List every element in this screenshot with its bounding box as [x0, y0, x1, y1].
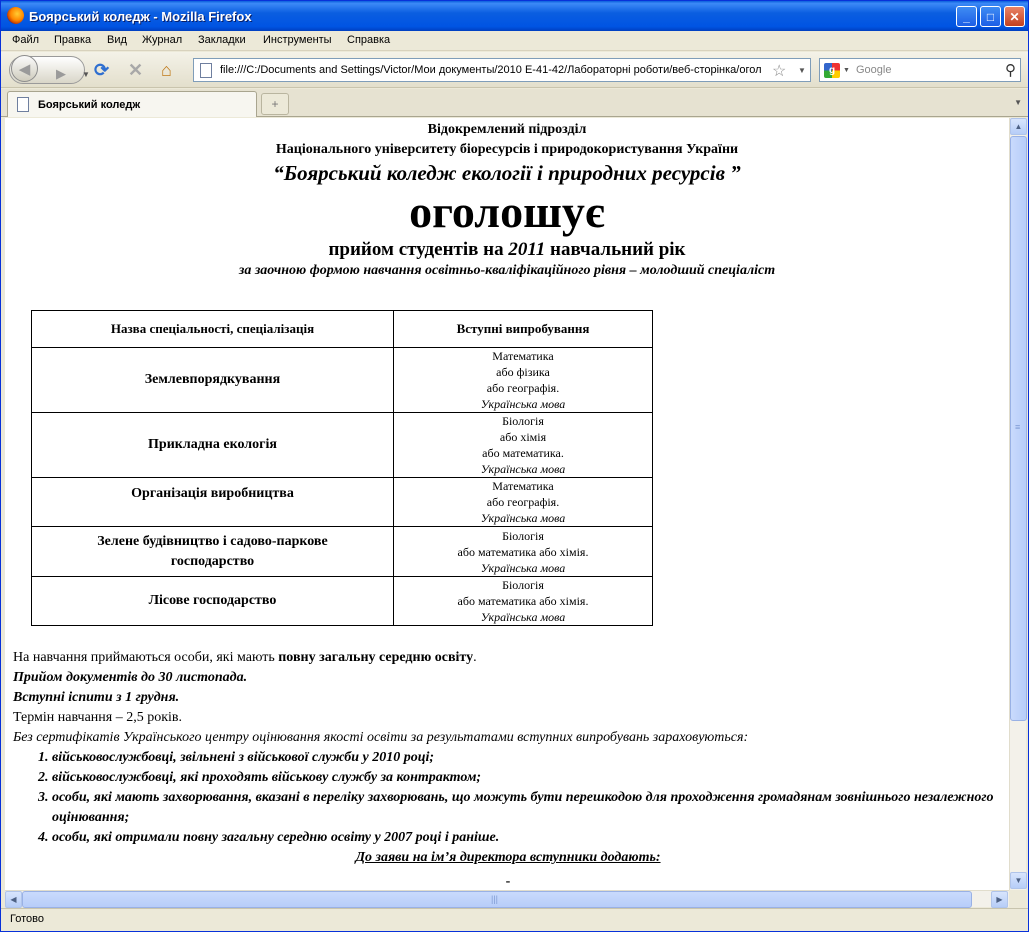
page-icon	[17, 97, 29, 112]
bookmark-star-icon[interactable]: ☆	[772, 63, 787, 80]
reload-icon[interactable]: ⟳	[94, 60, 110, 80]
menu-bar	[1, 31, 1028, 51]
tab-list-icon[interactable]: ▼	[1014, 98, 1022, 107]
exam-language: Українська мова	[480, 560, 566, 575]
firefox-icon	[7, 7, 24, 24]
scroll-left-icon[interactable]: ◀	[5, 891, 22, 908]
text-span: На навчання приймаються особи, які мають	[13, 650, 279, 665]
url-bar[interactable]	[193, 58, 811, 82]
exam-item: або географія.	[486, 495, 560, 509]
exam-item: Математика	[492, 479, 554, 493]
menu-bookmarks[interactable]: Закладки	[198, 34, 246, 46]
table-header-row	[32, 311, 653, 348]
maximize-button[interactable]: □	[980, 6, 1001, 27]
search-bar[interactable]	[819, 58, 1021, 82]
horizontal-scroll-thumb[interactable]	[22, 891, 972, 908]
heading-university: Національного університету біоресурсів і природокористування України	[275, 142, 739, 157]
list-item: 4. особи, які отримали повну загальну середню освіту у 2007 році і раніше.	[52, 828, 1003, 848]
paragraph-duration: Термін навчання – 2,5 років.	[13, 710, 183, 725]
navigation-toolbar	[1, 52, 1028, 88]
menu-help[interactable]: Справка	[347, 34, 391, 46]
exam-language: Українська мова	[480, 610, 566, 624]
exam-item: або фізика	[496, 365, 550, 379]
entrance-exams	[394, 527, 653, 577]
home-icon[interactable]: ⌂	[161, 60, 172, 80]
specialty-name: Землевпорядкування	[32, 348, 394, 413]
url-dropdown-icon[interactable]: ▼	[798, 66, 806, 75]
exam-language: Українська мова	[480, 511, 566, 525]
url-text[interactable]: file:///C:/Documents and Settings/Victor/Мои документы/2010 E-41-42/Лабораторні роботи/веб-сторінка/огол	[220, 64, 762, 76]
close-button[interactable]: ✕	[1004, 6, 1025, 27]
vertical-scroll-thumb[interactable]	[1010, 136, 1027, 721]
search-engine-dropdown-icon[interactable]: ▼	[843, 67, 850, 74]
specialties-table	[31, 310, 653, 626]
dash-marker: -	[505, 874, 511, 889]
exam-item: або математика або хімія.	[457, 544, 589, 559]
title-bar[interactable]	[1, 1, 1028, 31]
specialty-name: Організація виробництва	[32, 478, 394, 527]
vertical-scrollbar[interactable]	[1009, 118, 1026, 890]
page-content	[5, 118, 1009, 890]
entrance-exams	[394, 413, 653, 478]
document	[5, 118, 1009, 889]
list-item: 1. військовослужбовці, звільнені з військової служби у 2010 році;	[52, 748, 1003, 768]
google-icon[interactable]: g	[824, 63, 840, 78]
table-row	[32, 478, 653, 527]
menu-view[interactable]: Вид	[107, 34, 127, 46]
table-row	[32, 527, 653, 577]
paragraph-without-certificates: Без сертифікатів Українського центру оцінювання якості освіти за результатами вступних випробувань зараховуються:	[13, 730, 749, 745]
admission-year: 2011	[508, 239, 546, 260]
table-header: Вступні випробування	[394, 311, 653, 348]
text-span: .	[473, 650, 477, 665]
heading-study-form: за заочною формою навчання освітньо-кваліфікаційного рівня – молодший спеціаліст	[238, 263, 776, 278]
exam-item: або математика.	[482, 446, 564, 460]
scroll-up-icon[interactable]: ▲	[1010, 118, 1027, 135]
grip-icon: ≡	[1015, 422, 1021, 432]
tab-boyarka-college[interactable]	[7, 91, 257, 117]
menu-file[interactable]: Файл	[12, 34, 40, 46]
scroll-right-icon[interactable]: ▶	[991, 891, 1008, 908]
status-text: Готово	[10, 913, 44, 925]
tab-label: Боярський коледж	[38, 99, 141, 111]
page-icon	[200, 63, 212, 78]
scroll-down-icon[interactable]: ▼	[1010, 872, 1027, 889]
exam-item: або географія.	[486, 381, 560, 395]
list-item: 3. особи, які мають захворювання, вказані в переліку захворювань, що можуть бути перешкодою для проходження громадянам зовнішнього незалежного оцінювання;	[52, 788, 1003, 828]
menu-edit[interactable]: Правка	[54, 34, 92, 46]
paragraph-eligibility	[13, 648, 1003, 668]
exam-item: Математика	[492, 349, 554, 363]
exam-item: Біологія	[502, 528, 544, 543]
exam-item: або математика або хімія.	[457, 594, 589, 608]
search-input[interactable]: Google	[856, 64, 892, 76]
specialty-name: Прикладна екологія	[32, 413, 394, 478]
horizontal-scrollbar[interactable]	[5, 890, 1009, 907]
minimize-button[interactable]: _	[956, 6, 977, 27]
window-title: Боярський коледж - Mozilla Firefox	[29, 9, 252, 24]
list-item: 2. військовослужбовці, які проходять військову службу за контрактом;	[52, 768, 1003, 788]
exam-item: Біологія	[502, 414, 544, 428]
heading-announces: оголошує	[409, 186, 605, 237]
search-icon[interactable]: ⚲	[1005, 62, 1016, 79]
table-row	[32, 348, 653, 413]
specialty-name: Лісове господарство	[32, 577, 394, 626]
admission-prefix: прийом студентів на	[328, 239, 509, 260]
exam-item: або хімія	[499, 430, 547, 444]
paragraph-exams-start: Вступні іспити з 1 грудня.	[13, 690, 180, 705]
stop-icon[interactable]: ✕	[128, 60, 144, 80]
new-tab-button[interactable]: +	[261, 93, 289, 115]
heading-division: Відокремлений підрозділ	[427, 122, 587, 137]
text-bold: повну загальну середню освіту	[278, 650, 474, 665]
back-button[interactable]	[11, 55, 38, 82]
menu-history[interactable]: Журнал	[142, 34, 183, 46]
exempt-list	[52, 748, 1003, 848]
menu-tools[interactable]: Инструменты	[263, 34, 332, 46]
exam-language: Українська мова	[480, 462, 566, 476]
grip-icon: |||	[491, 894, 499, 904]
admission-details	[13, 648, 1003, 890]
table-header: Назва спеціальності, спеціалізація	[32, 311, 394, 348]
attachments-heading: До заяви на ім’я директора вступники додають:	[355, 850, 661, 865]
entrance-exams	[394, 577, 653, 626]
tab-strip	[1, 89, 1028, 117]
specialty-name: Зелене будівництво і садово-паркове господарство	[32, 527, 394, 577]
table-row	[32, 577, 653, 626]
paragraph-documents-deadline: Прийом документів до 30 листопада.	[13, 670, 248, 685]
back-arrow-icon: ◀	[18, 60, 31, 78]
exam-language: Українська мова	[480, 397, 566, 411]
entrance-exams	[394, 478, 653, 527]
forward-icon[interactable]: ▶	[56, 66, 66, 81]
entrance-exams	[394, 348, 653, 413]
history-dropdown-icon[interactable]: ▼	[82, 70, 90, 79]
status-bar	[1, 908, 1028, 931]
admission-suffix: навчальний рік	[545, 239, 686, 260]
exam-item: Біологія	[502, 578, 544, 592]
table-row	[32, 413, 653, 478]
heading-college: “Боярський коледж екології і природних ресурсів ”	[273, 161, 741, 185]
heading-admission	[5, 238, 1009, 262]
